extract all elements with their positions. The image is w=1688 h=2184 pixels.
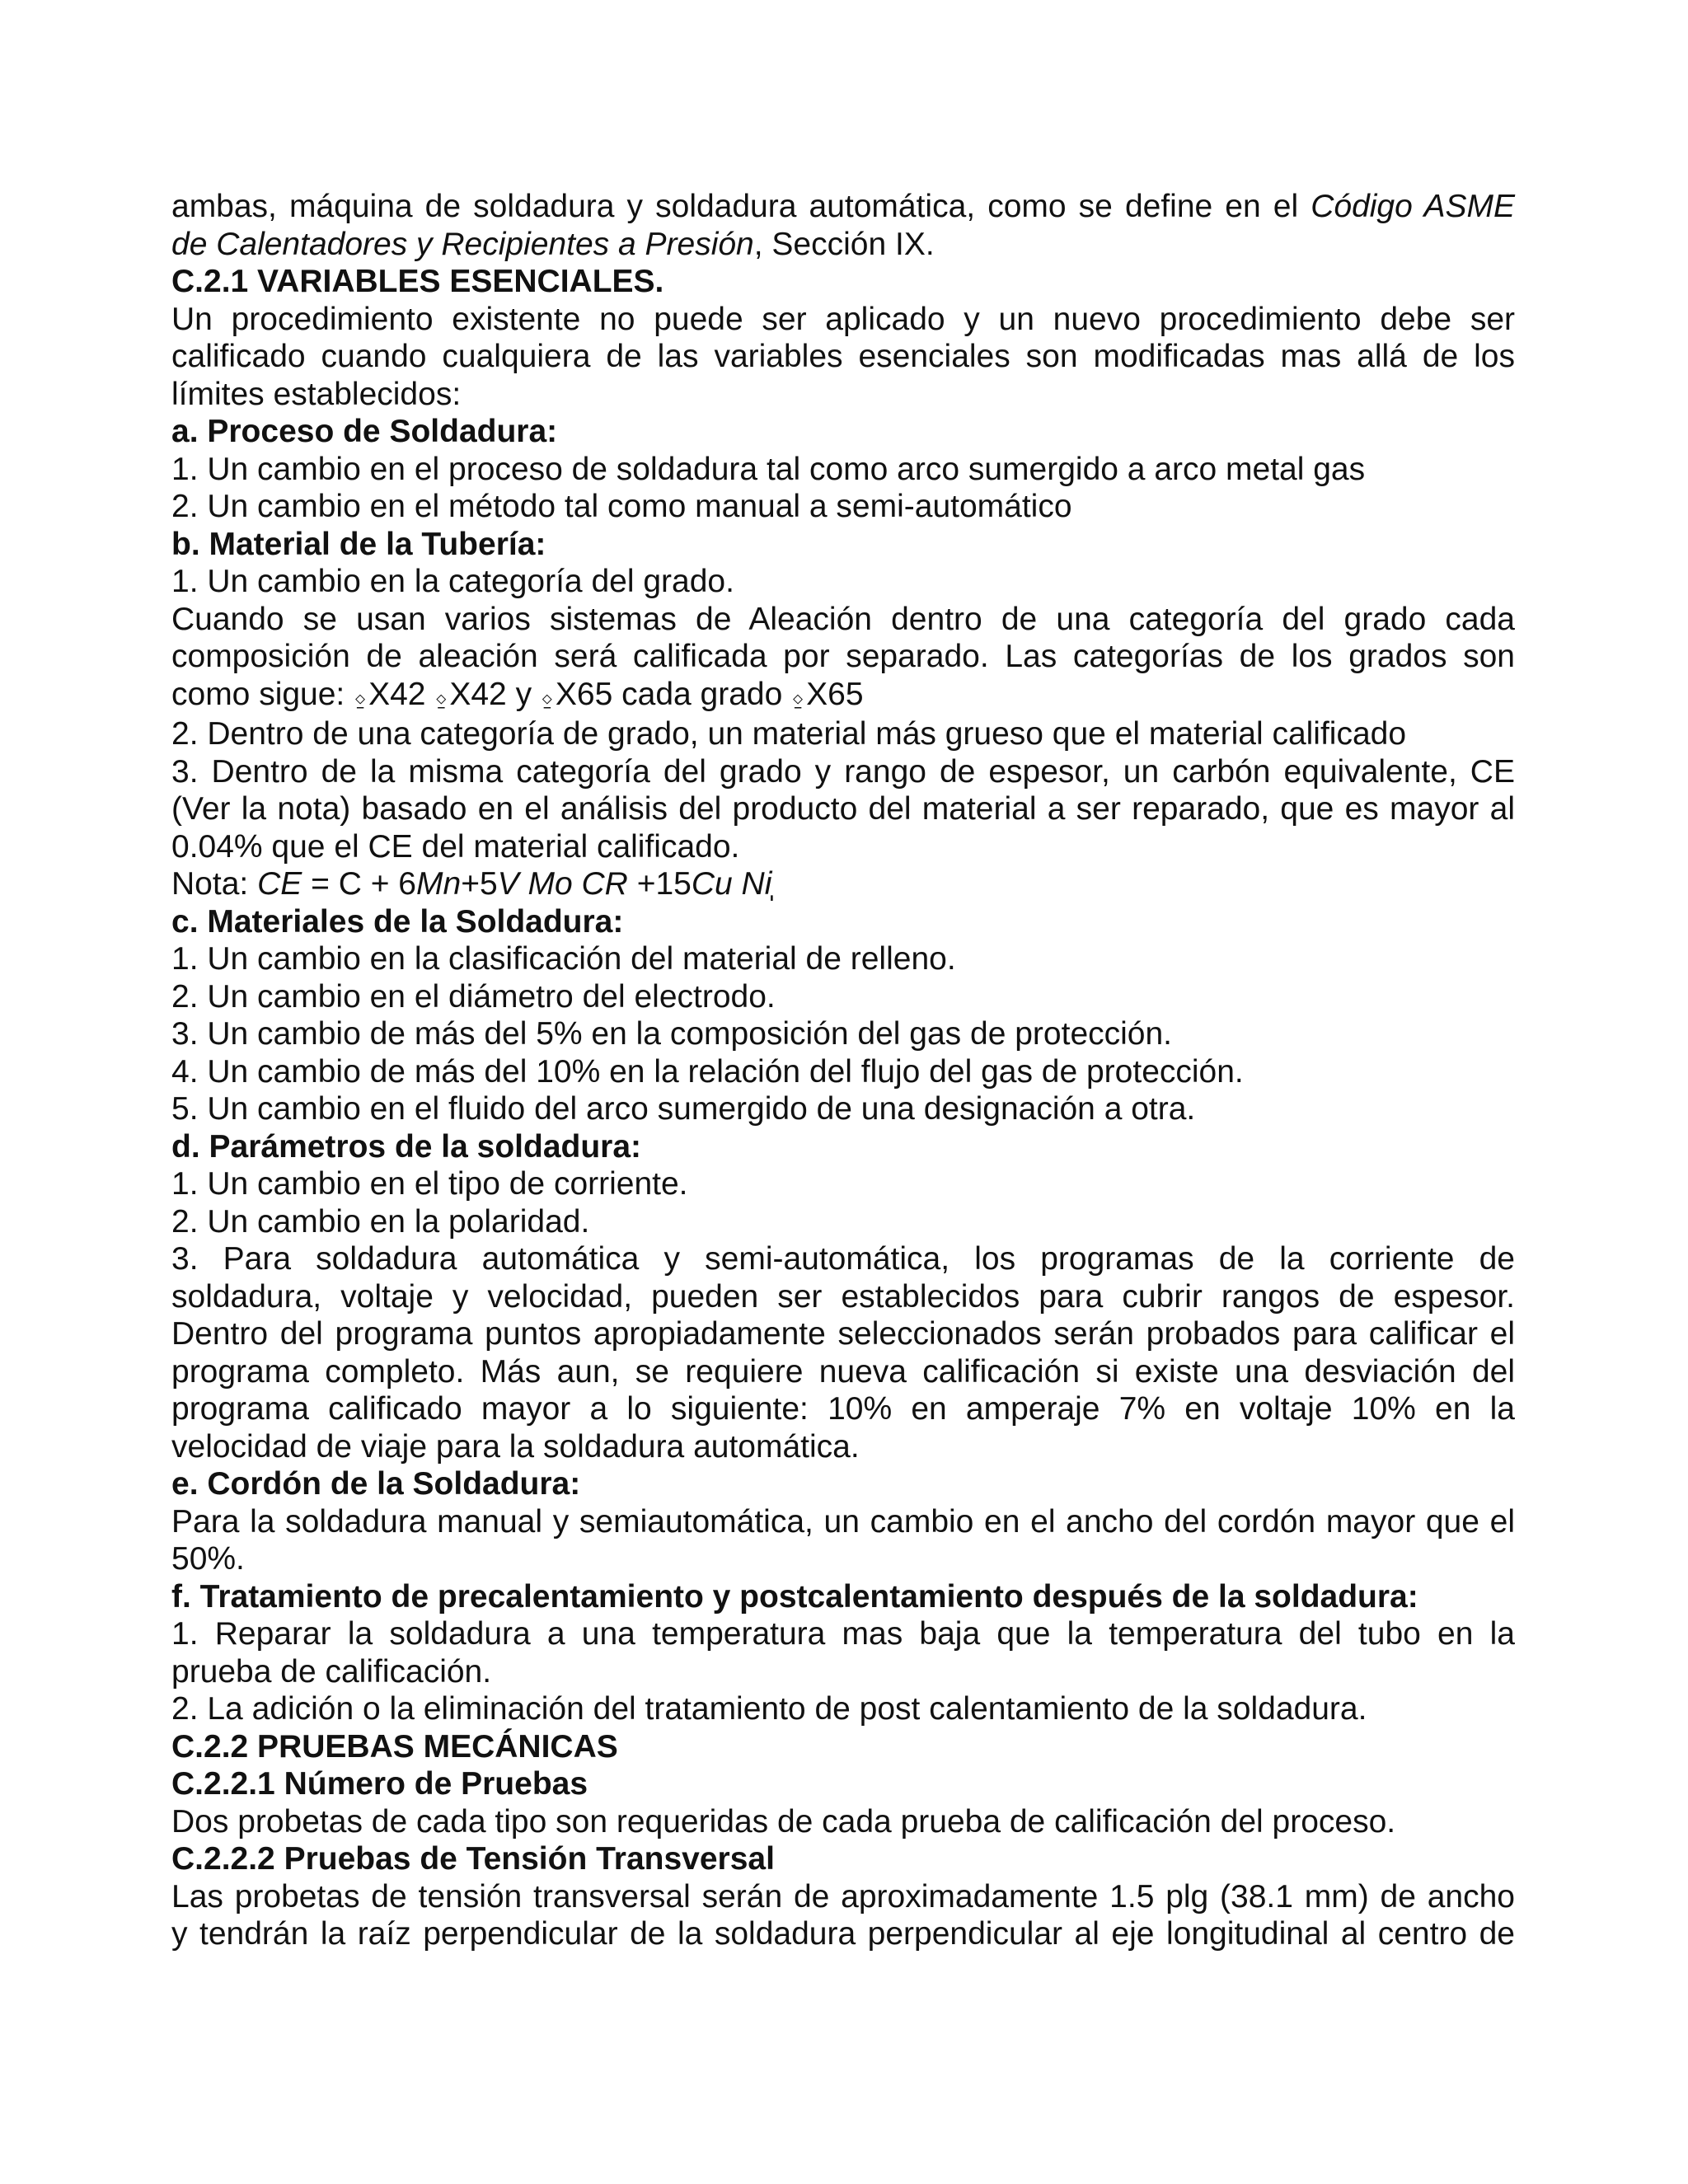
intro-code-title-cont: de Calentadores y Recipientes a Presión bbox=[171, 226, 754, 262]
subheading-e: e. Cordón de la Soldadura: bbox=[171, 1466, 581, 1502]
c-item-2: 2. Un cambio en el diámetro del electrodo. bbox=[171, 978, 776, 1015]
d-item-3-line-6: velocidad de viaje para la soldadura automática. bbox=[171, 1428, 860, 1465]
c2221-text: Dos probetas de cada tipo son requeridas de cada prueba de calificación del proceso. bbox=[171, 1803, 1396, 1840]
c2222-line-2: y tendrán la raíz perpendicular de la soldadura perpendicular al eje longitudinal al centro de bbox=[171, 1916, 1515, 1952]
d-item-1: 1. Un cambio en el tipo de corriente. bbox=[171, 1166, 688, 1202]
subheading-a: a. Proceso de Soldadura: bbox=[171, 414, 558, 449]
section-heading-c222: C.2.2 PRUEBAS MECÁNICAS bbox=[171, 1728, 618, 1765]
f-item-1-line-2: prueba de calificación. bbox=[171, 1653, 492, 1690]
section-heading-c221: C.2.1 VARIABLES ESENCIALES. bbox=[171, 264, 664, 299]
b-item-1: 1. Un cambio en la categoría del grado. bbox=[171, 564, 734, 599]
subsection-heading-c2221: C.2.2.1 Número de Pruebas bbox=[171, 1766, 588, 1802]
intro-line-1 bbox=[171, 188, 1515, 226]
a-item-2: 2. Un cambio en el método tal como manual a semi-automático bbox=[171, 489, 1072, 524]
b-para-line-3: como sigue: ⍚X42 ⍚X42 y ⍚X65 cada grado ⍚X65 bbox=[171, 676, 864, 712]
intro-section: , Sección IX. bbox=[753, 226, 935, 262]
a-item-1: 1. Un cambio en el proceso de soldadura tal como arco sumergido a arco metal gas bbox=[171, 451, 1366, 487]
c-item-5: 5. Un cambio en el fluido del arco sumergido de una designación a otra. bbox=[171, 1091, 1196, 1127]
missing-glyph-icon: ⍚ bbox=[354, 682, 369, 710]
subheading-c: c. Materiales de la Soldadura: bbox=[171, 903, 624, 940]
subheading-b: b. Material de la Tubería: bbox=[171, 526, 546, 562]
e-para-line-2: 50%. bbox=[171, 1541, 245, 1577]
document-page bbox=[171, 188, 1515, 1953]
b-item-2: 2. Dentro de una categoría de grado, un material más grueso que el material calificado bbox=[171, 716, 1407, 752]
d-item-2: 2. Un cambio en la polaridad. bbox=[171, 1203, 590, 1240]
subsection-heading-c2222: C.2.2.2 Pruebas de Tensión Transversal bbox=[171, 1841, 775, 1877]
d-item-3-line-2: soldadura, voltaje y velocidad, pueden ser establecidos para cubrir rangos de espesor. bbox=[171, 1278, 1515, 1315]
c221-para-line-1: Un procedimiento existente no puede ser aplicado y un nuevo procedimiento debe ser bbox=[171, 301, 1515, 337]
b-item-3-line-3: 0.04% que el CE del material calificado. bbox=[171, 828, 740, 865]
c-item-1: 1. Un cambio en la clasificación del material de relleno. bbox=[171, 941, 956, 977]
c221-para-line-3: límites establecidos: bbox=[171, 376, 462, 412]
c2222-line-1: Las probetas de tensión transversal serán de aproximadamente 1.5 plg (38.1 mm) de ancho bbox=[171, 1878, 1515, 1915]
subheading-f: f. Tratamiento de precalentamiento y postcalentamiento después de la soldadura: bbox=[171, 1578, 1418, 1615]
d-item-3-line-4: programa completo. Más aun, se requiere nueva calificación si existe una desviación del bbox=[171, 1353, 1515, 1390]
b-item-3-line-1: 3. Dentro de la misma categoría del grado y rango de espesor, un carbón equivalente, CE bbox=[171, 753, 1515, 790]
intro-code-title: Código ASME bbox=[1311, 189, 1515, 224]
intro-text: ambas, máquina de soldadura y soldadura automática, como se define en el bbox=[171, 189, 1311, 224]
c-item-3: 3. Un cambio de más del 5% en la composición del gas de protección. bbox=[171, 1016, 1173, 1052]
b-para-line-2: composición de aleación será calificada por separado. Las categorías de los grados son bbox=[171, 639, 1515, 674]
d-item-3-line-5: programa calificado mayor a lo siguiente: 10% en amperaje 7% en voltaje 10% en la bbox=[171, 1391, 1515, 1427]
d-item-3-line-3: Dentro del programa puntos apropiadamente seleccionados serán probados para calificar el bbox=[171, 1316, 1515, 1352]
d-item-3-line-1: 3. Para soldadura automática y semi-automática, los programas de la corriente de bbox=[171, 1241, 1515, 1277]
f-item-1-line-1: 1. Reparar la soldadura a una temperatura mas baja que la temperatura del tubo en la bbox=[171, 1616, 1515, 1652]
b-item-3-line-2: (Ver la nota) basado en el análisis del producto del material a ser reparado, que es mayor al bbox=[171, 791, 1515, 827]
missing-glyph-icon: ⍚ bbox=[540, 682, 556, 710]
c221-para-line-2: calificado cuando cualquiera de las variables esenciales son modificadas mas allá de los bbox=[171, 339, 1515, 374]
subheading-d: d. Parámetros de la soldadura: bbox=[171, 1128, 642, 1165]
missing-glyph-icon: ⍚ bbox=[791, 682, 807, 710]
b-formula-note: Nota: CE = C + 6Mn+5V Mo CR +15Cu Ni bbox=[171, 866, 772, 902]
intro-line-2 bbox=[171, 226, 1515, 264]
f-item-2: 2. La adición o la eliminación del tratamiento de post calentamiento de la soldadura. bbox=[171, 1691, 1367, 1727]
missing-glyph-icon: ⍚ bbox=[434, 682, 450, 710]
b-para-line-1: Cuando se usan varios sistemas de Aleación dentro de una categoría del grado cada bbox=[171, 601, 1515, 637]
e-para-line-1: Para la soldadura manual y semiautomática, un cambio en el ancho del cordón mayor que el bbox=[171, 1503, 1515, 1540]
c-item-4: 4. Un cambio de más del 10% en la relación del flujo del gas de protección. bbox=[171, 1053, 1244, 1090]
